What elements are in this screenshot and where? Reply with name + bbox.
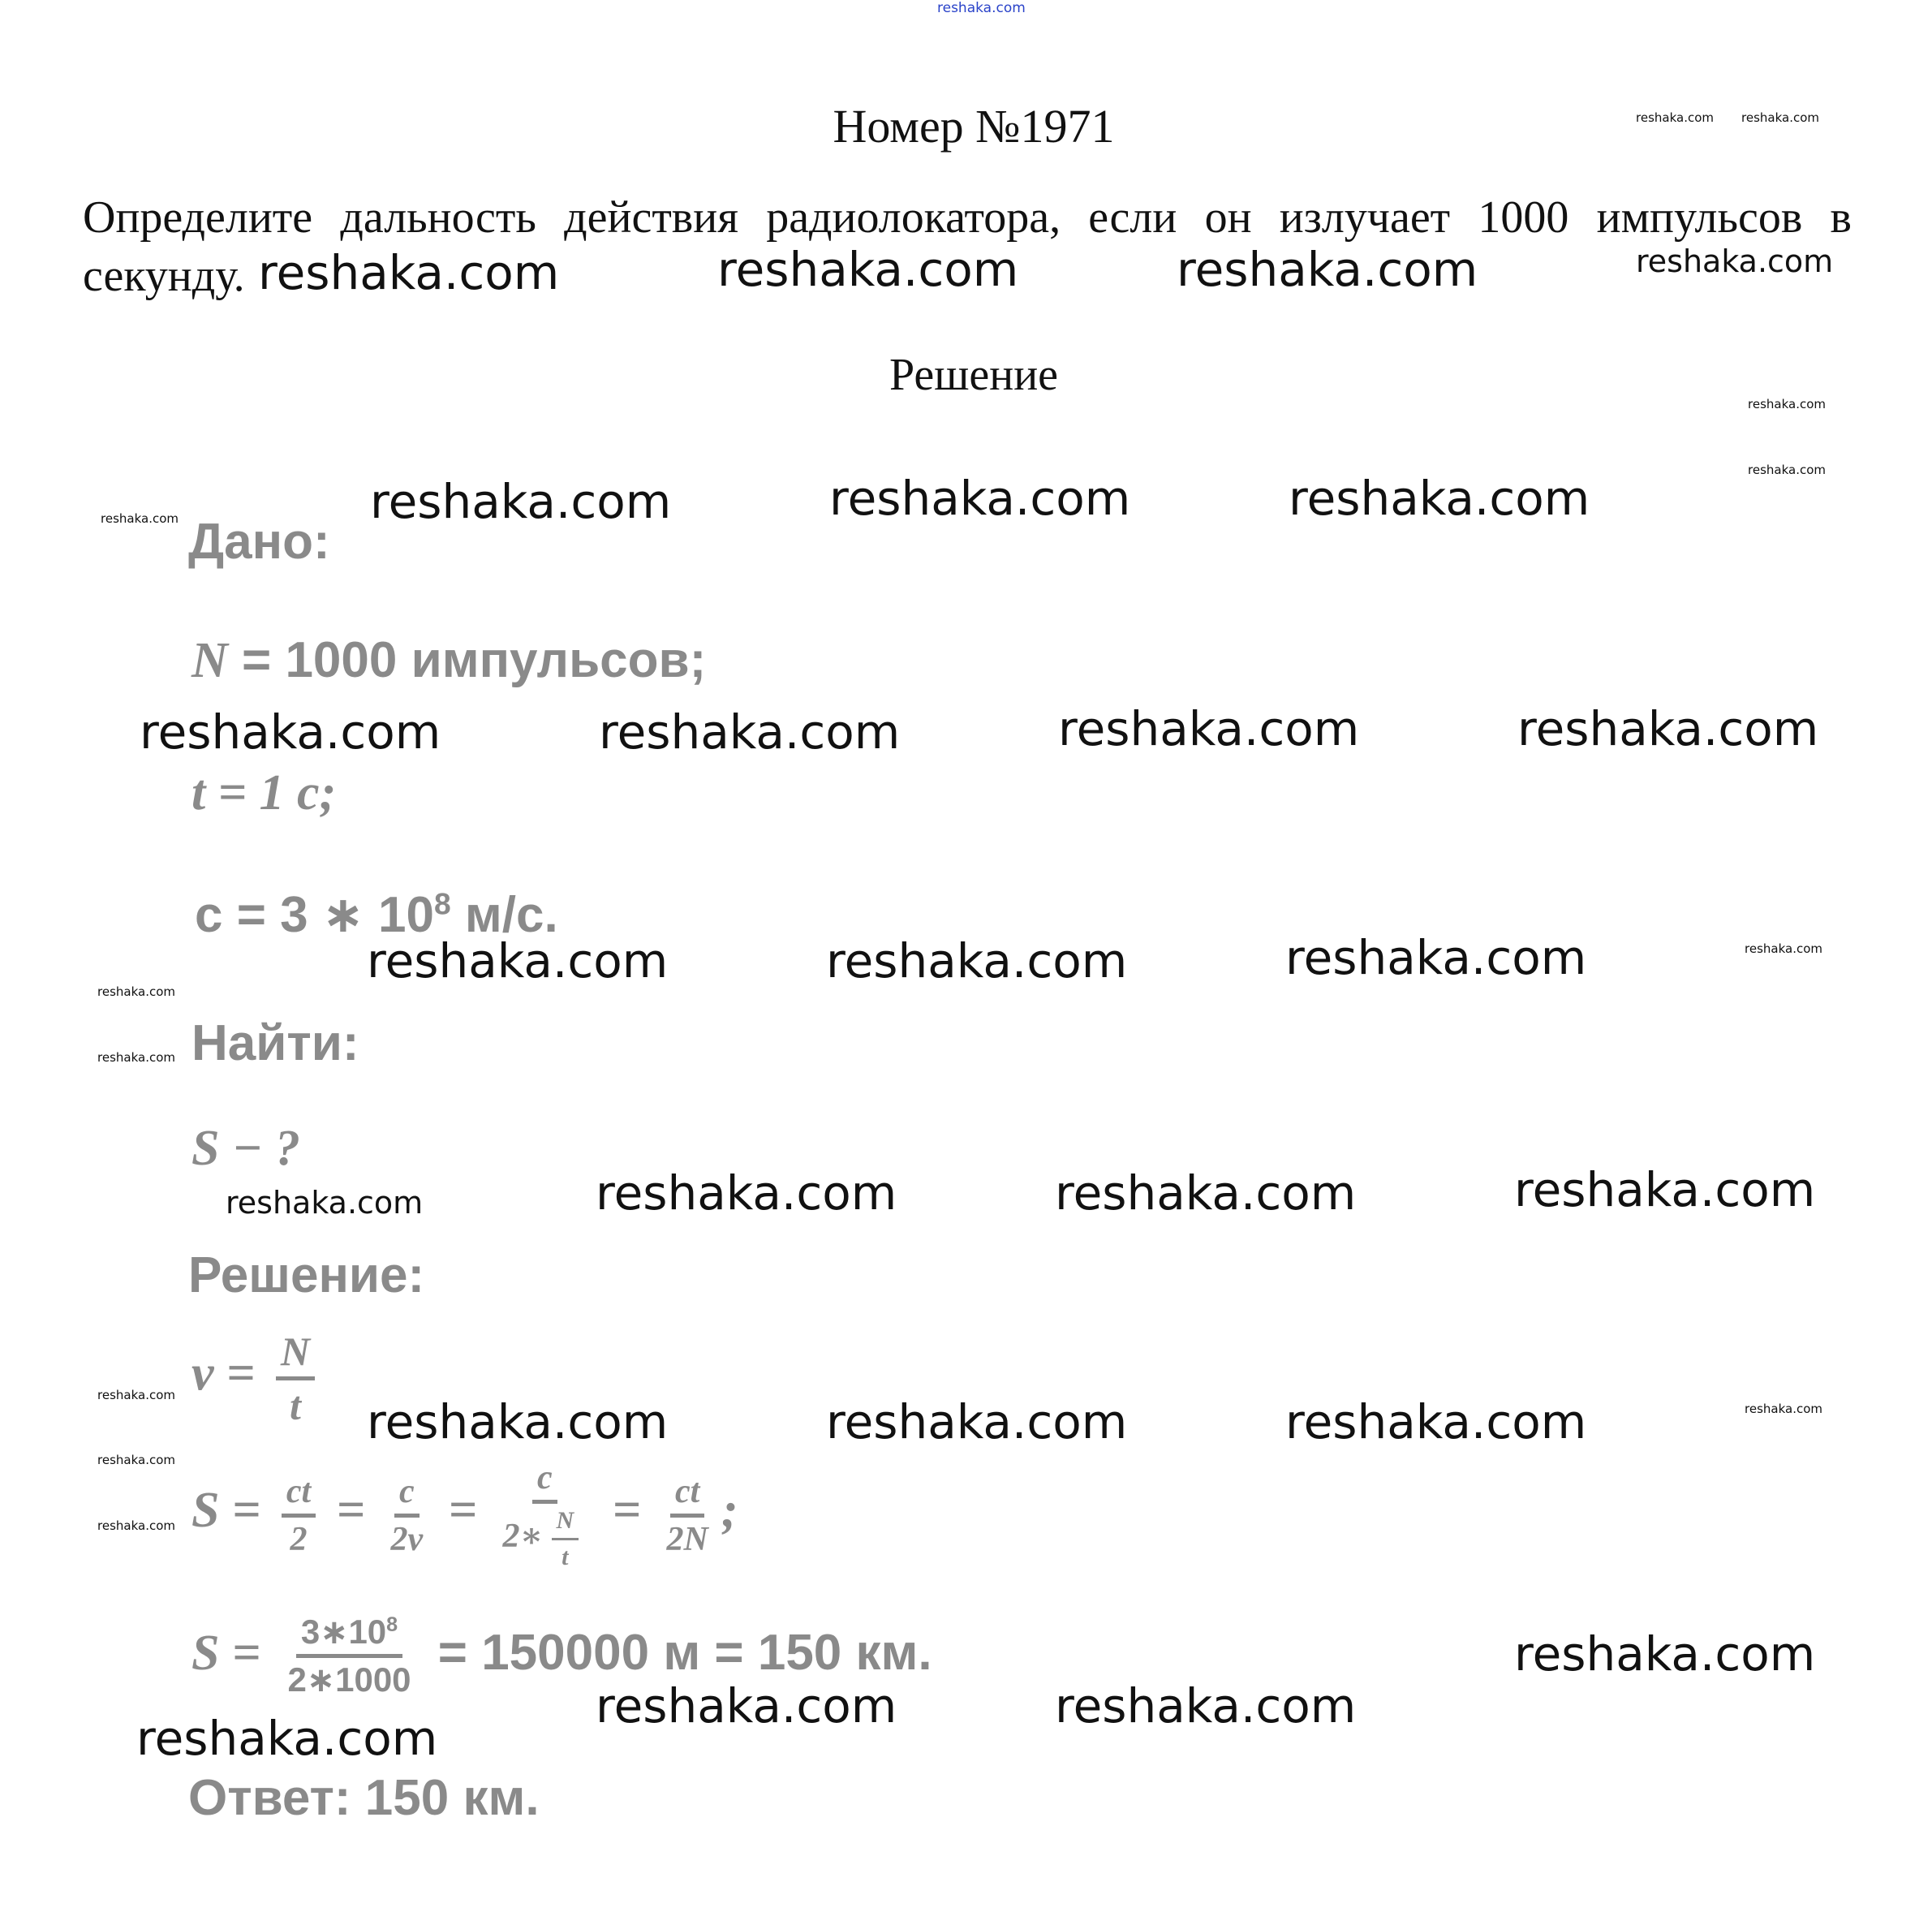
numerator-exp: 8 [386, 1613, 398, 1636]
watermark: reshaka.com [1058, 701, 1360, 756]
given-c-unit: м/с. [450, 887, 558, 943]
problem-statement: Определите дальность действия радиолокатора, если он излучает 1000 импульсов в секунду. [83, 192, 1852, 301]
watermark: reshaka.com [1745, 941, 1822, 956]
denominator-prefix: 2∗ [502, 1518, 544, 1556]
problem-title: Номер №1971 [833, 100, 1115, 153]
watermark: reshaka.com [1636, 110, 1714, 125]
watermark: reshaka.com [97, 1518, 175, 1533]
watermark: reshaka.com [367, 933, 669, 988]
watermark: reshaka.com [226, 1185, 424, 1221]
watermark: reshaka.com [1177, 242, 1478, 297]
watermark: reshaka.com [367, 1394, 669, 1449]
fraction-c-over-2n-t [497, 1461, 592, 1570]
watermark: reshaka.com [1285, 1394, 1587, 1449]
watermark: reshaka.com [1517, 701, 1819, 756]
fraction-denominator: t [289, 1383, 301, 1428]
watermark: reshaka.com [370, 474, 672, 529]
formula-s-lhs: S = [191, 1483, 261, 1539]
given-n [191, 631, 706, 690]
solution-heading: Решение [889, 350, 1059, 400]
watermark: reshaka.com [1636, 243, 1834, 279]
watermark: reshaka.com [717, 242, 1019, 297]
fraction-numerator: c [394, 1475, 420, 1518]
fraction-numerator: ct [670, 1475, 704, 1518]
formula-end: ; [721, 1483, 738, 1539]
fraction-numerator [296, 1615, 402, 1658]
fraction-denominator: 2ν [390, 1520, 424, 1558]
watermark: reshaka.com [1745, 1402, 1822, 1416]
solution-label: Решение: [188, 1247, 425, 1303]
formula-s-general [191, 1461, 738, 1570]
equals-sign: = [448, 1483, 477, 1539]
equals-sign: = [612, 1483, 642, 1539]
fraction-c-over-2nu [385, 1472, 428, 1558]
var-n: N [191, 633, 228, 688]
watermark: reshaka.com [1748, 463, 1826, 477]
numerator-base: 3∗10 [300, 1613, 387, 1651]
watermark: reshaka.com [599, 704, 901, 760]
fraction-ct-over-2 [282, 1472, 316, 1558]
fraction-n-over-t [276, 1331, 315, 1426]
given-c-exp: 8 [433, 886, 451, 921]
fraction-numerator: ct [282, 1475, 316, 1518]
watermark: reshaka.com [1055, 1678, 1357, 1733]
watermark: reshaka.com [1741, 110, 1819, 125]
find-label: Найти: [191, 1015, 359, 1071]
watermark: reshaka.com [826, 1394, 1128, 1449]
watermark: reshaka.com [97, 1050, 175, 1065]
watermark: reshaka.com [1289, 471, 1590, 526]
watermark: reshaka.com [596, 1678, 897, 1733]
given-c-text: c = 3 ∗ 10 [195, 887, 434, 943]
formula-nu-lhs: ν = [191, 1346, 256, 1402]
watermark: reshaka.com [1285, 930, 1587, 985]
watermark: reshaka.com [258, 245, 560, 300]
fraction-numerator: c [532, 1461, 557, 1504]
watermark: reshaka.com [829, 471, 1131, 526]
fraction-denominator: 2∗1000 [287, 1660, 411, 1699]
equals-sign: = [336, 1483, 365, 1539]
fraction-numeric [283, 1615, 416, 1697]
watermark: reshaka.com [136, 1711, 438, 1766]
fraction-n-over-t-inner [552, 1509, 579, 1570]
fraction-denominator: 2N [666, 1520, 708, 1558]
formula-nu [191, 1331, 323, 1426]
formula-s3-lhs: S = [191, 1625, 261, 1681]
given-label: Дано: [188, 514, 330, 570]
find-text: S − ? [191, 1121, 301, 1176]
watermark: reshaka.com [1514, 1626, 1816, 1682]
answer: Ответ: 150 км. [188, 1770, 540, 1826]
watermark: reshaka.com [596, 1165, 897, 1221]
watermark: reshaka.com [1514, 1162, 1816, 1217]
watermark-top: reshaka.com [937, 0, 1026, 16]
fraction-denominator: 2 [290, 1520, 308, 1558]
watermark: reshaka.com [97, 984, 175, 999]
fraction-numerator: N [276, 1331, 315, 1380]
fraction-denominator: t [562, 1544, 569, 1570]
watermark: reshaka.com [97, 1388, 175, 1402]
given-t: t = 1 c; [191, 765, 337, 820]
fraction-numerator: N [552, 1509, 579, 1540]
watermark: reshaka.com [101, 511, 179, 526]
fraction-ct-over-2n [662, 1472, 713, 1558]
watermark: reshaka.com [826, 933, 1128, 988]
watermark: reshaka.com [140, 704, 441, 760]
watermark: reshaka.com [1055, 1165, 1357, 1221]
numeric-result: = 150000 м = 150 км. [437, 1624, 932, 1681]
given-n-rest: = 1000 импульсов; [227, 632, 707, 688]
fraction-denominator [497, 1504, 592, 1570]
watermark: reshaka.com [97, 1453, 175, 1467]
watermark: reshaka.com [1748, 397, 1826, 411]
